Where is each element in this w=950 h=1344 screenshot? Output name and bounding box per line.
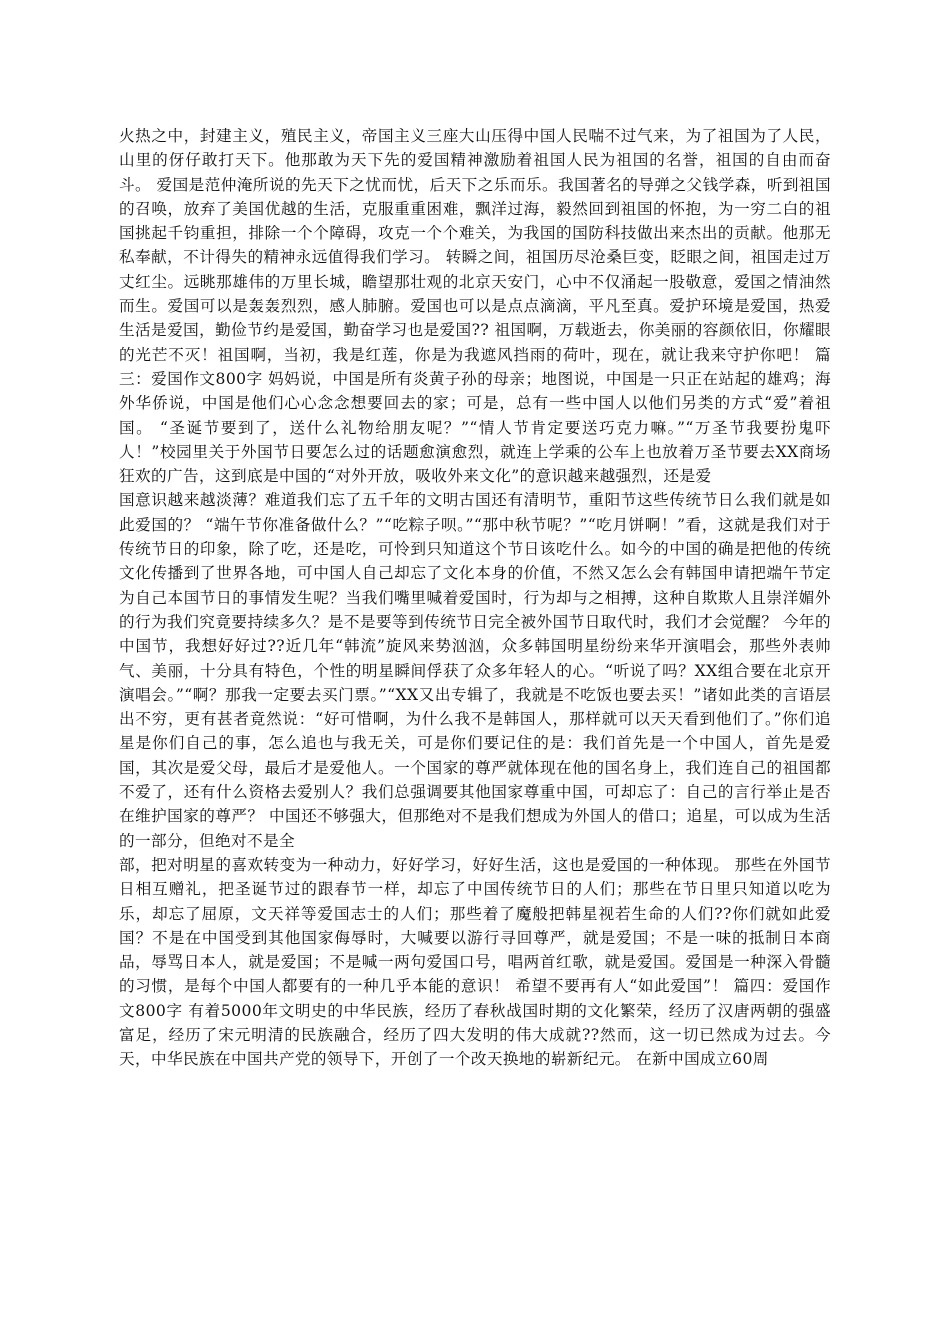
paragraph-1: 火热之中，封建主义，殖民主义，帝国主义三座大山压得中国人民喘不过气来，为了祖国为了人民，山里的伢仔敢打天下。他那敢为天下先的爱国精神激励着祖国人民为祖国的名誉，祖国的自由而奋斗。 爱国是范仲淹所说的先天下之忧而忧，后天下之乐而乐。我国著名的导弹之父钱学森，听到祖国的召唤，放弃了美国优越的生活，克服重重困难，飘洋过海，毅然回到祖国的怀抱，为一穷二白的祖国挑起千钧重担，排除一个个障碍，攻克一个个难关，为我国的国防科技做出来杰出的贡献。他那无私奉献，不计得失的精神永远值得我们学习。 转瞬之间，祖国历尽沧桑巨变，眨眼之间，祖国走过万丈红尘。远眺那雄伟的万里长城，瞻望那壮观的北京天安门，心中不仅涌起一股敬意，爱国之情油然而生。爱国可以是轰轰烈烈，感人肺腑。爱国也可以是点点滴滴，平凡至真。爱护环境是爱国，热爱生活是爱国，勤俭节约是爱国，勤奋学习也是爱国?? 祖国啊，万载逝去，你美丽的容颜依旧，你耀眼的光芒不灭！祖国啊，当初，我是红莲，你是为我遮风挡雨的荷叶，现在，就让我来守护你吧！ 篇三：爱国作文800字 妈妈说，中国是所有炎黄子孙的母亲；地图说，中国是一只正在站起的雄鸡；海外华侨说，中国是他们心心念念想要回去的家；可是，总有一些中国人以他们另类的方式“爱”着祖国。 “圣诞节要到了，送什么礼物给朋友呢？”“情人节肯定要送巧克力嘛。”“万圣节我要扮鬼吓人！”校园里关于外国节日要怎么过的话题愈演愈烈，就连上学乘的公车上也放着万圣节要去XX商场狂欢的广告，这到底是中国的“对外开放，吸收外来文化”的意识越来越强烈，还是爱 xyxy=(119,127,831,486)
document-body xyxy=(119,124,831,1072)
paragraph-3: 部，把对明星的喜欢转变为一种动力，好好学习，好好生活，这也是爱国的一种体现。 那些在外国节日相互赠礼，把圣诞节过的跟春节一样，却忘了中国传统节日的人们；那些在节日里只知道以吃为乐，却忘了屈原，文天祥等爱国志士的人们；那些着了魔般把韩星视若生命的人们??你们就如此爱国？不是在中国受到其他国家侮辱时，大喊要以游行寻回尊严，就是爱国；不是一味的抵制日本商品，辱骂日本人，就是爱国；不是喊一两句爱国口号，唱两首红歌，就是爱国。爱国是一种深入骨髓的习惯，是每个中国人都要有的一种几乎本能的意识！ 希望不要再有人“如此爱国”！ 篇四：爱国作文800字 有着5000年文明史的中华民族，经历了春秋战国时期的文化繁荣，经历了汉唐两朝的强盛富足，经历了宋元明清的民族融合，经历了四大发明的伟大成就??然而，这一切已然成为过去。今天，中华民族在中国共产党的领导下，开创了一个改天换地的崭新纪元。 在新中国成立60周 xyxy=(119,855,831,1069)
paragraph-2: 国意识越来越淡薄？难道我们忘了五千年的文明古国还有清明节，重阳节这些传统节日么我们就是如此爱国的？ “端午节你准备做什么？”“吃粽子呗。”“那中秋节呢？”“吃月饼啊！”看，这就是我们对于传统节日的印象，除了吃，还是吃，可怜到只知道这个节日该吃什么。如今的中国的确是把他的传统文化传播到了世界各地，可中国人自己却忘了文化本身的价值，不然又怎么会有韩国申请把端午节定为自己本国节日的事情发生呢？当我们嘴里喊着爱国时，行为却与之相搏，这种自欺欺人且崇洋媚外的行为我们究竟要持续多久？是不是要等到传统节日完全被外国节日取代时，我们才会觉醒？ 今年的中国节，我想好好过??近几年“韩流”旋风来势汹汹，众多韩国明星纷纷来华开演唱会，那些外表帅气、美丽，十分具有特色，个性的明星瞬间俘获了众多年轻人的心。“听说了吗？XX组合要在北京开演唱会。”“啊？那我一定要去买门票。”“XX又出专辑了，我就是不吃饭也要去买！”诸如此类的言语层出不穷，更有甚者竟然说：“好可惜啊，为什么我不是韩国人，那样就可以天天看到他们了。”你们追星是你们自己的事，怎么追也与我无关，可是你们要记住的是：我们首先是一个中国人，首先是爱国，其次是爱父母，最后才是爱他人。一个国家的尊严就体现在他的国名身上，我们连自己的祖国都不爱了，还有什么资格去爱别人？我们总强调要其他国家尊重中国，可却忘了：自己的言行举止是否在维护国家的尊严？ 中国还不够强大，但那绝对不是我们想成为外国人的借口；追星，可以成为生活的一部分，但绝对不是全 xyxy=(119,491,831,850)
